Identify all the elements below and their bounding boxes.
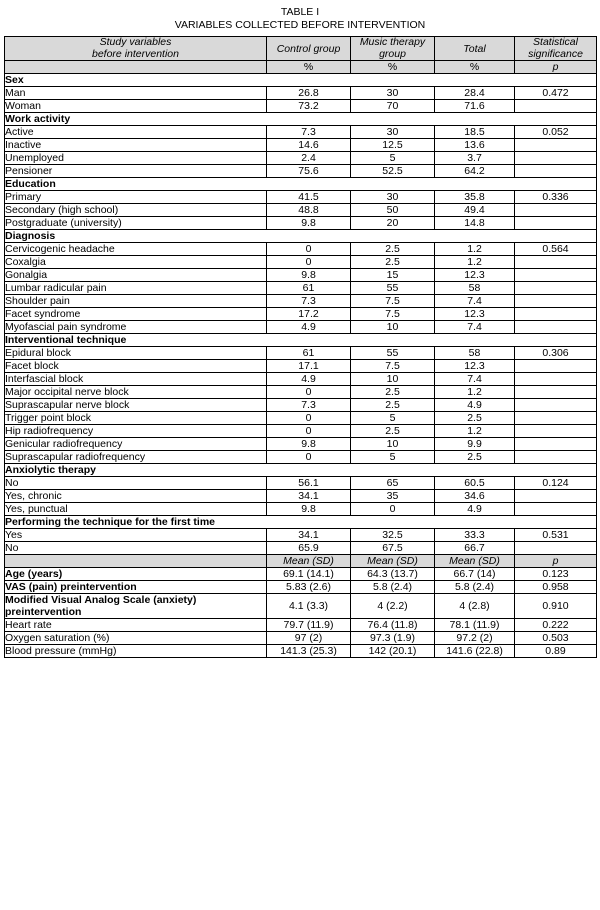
row-label: Trigger point block — [5, 412, 267, 425]
cell-music: 7.5 — [351, 360, 435, 373]
cell-total: 97.2 (2) — [435, 632, 515, 645]
cell-music: 2.5 — [351, 399, 435, 412]
cell-control: 0 — [267, 412, 351, 425]
cell-control: 5.83 (2.6) — [267, 581, 351, 594]
cell-total: 1.2 — [435, 243, 515, 256]
table-row — [5, 152, 597, 165]
row-label: Secondary (high school) — [5, 204, 267, 217]
table-number: TABLE I — [280, 6, 320, 18]
table-row — [5, 542, 597, 555]
table-row — [5, 360, 597, 373]
cell-total: 34.6 — [435, 490, 515, 503]
row-label: Suprascapular nerve block — [5, 399, 267, 412]
cell-music: 30 — [351, 191, 435, 204]
table-row — [5, 295, 597, 308]
header-signif-line1: Statistical — [533, 36, 578, 48]
table-row — [5, 529, 597, 542]
cell-p — [515, 165, 597, 178]
row-label: Facet block — [5, 360, 267, 373]
table-row — [5, 308, 597, 321]
table-row — [5, 191, 597, 204]
cell-total: 1.2 — [435, 425, 515, 438]
header-study-variables-line1: Study variables — [99, 36, 172, 48]
row-label: VAS (pain) preintervention — [5, 581, 267, 594]
cell-total: 4.9 — [435, 503, 515, 516]
cell-control: 56.1 — [267, 477, 351, 490]
cell-p — [515, 425, 597, 438]
row-label: Facet syndrome — [5, 308, 267, 321]
variables-table — [4, 36, 597, 658]
row-label: Heart rate — [5, 619, 267, 632]
cell-music: 5.8 (2.4) — [351, 581, 435, 594]
cell-total: 9.9 — [435, 438, 515, 451]
table-row — [5, 386, 597, 399]
cell-music: 15 — [351, 269, 435, 282]
cell-total: 58 — [435, 282, 515, 295]
section-title: Performing the technique for the first time — [5, 516, 597, 529]
table-row — [5, 321, 597, 334]
cell-p: 0.306 — [515, 347, 597, 360]
cell-music: 2.5 — [351, 386, 435, 399]
cell-p — [515, 360, 597, 373]
cell-control: 73.2 — [267, 100, 351, 113]
cell-p — [515, 100, 597, 113]
table-row — [5, 204, 597, 217]
section-header-row — [5, 464, 597, 477]
cell-music: 5 — [351, 451, 435, 464]
cell-p — [515, 412, 597, 425]
cell-control: 69.1 (14.1) — [267, 568, 351, 581]
section-header-row — [5, 516, 597, 529]
cell-total: 12.3 — [435, 360, 515, 373]
cell-p — [515, 269, 597, 282]
cell-p: 0.503 — [515, 632, 597, 645]
table-row — [5, 347, 597, 360]
cell-total: 7.4 — [435, 373, 515, 386]
mean-header-control: Mean (SD) — [267, 555, 351, 568]
header-study-variables-line2: before intervention — [92, 47, 179, 60]
header-music-therapy-group — [351, 37, 435, 61]
cell-music: 55 — [351, 282, 435, 295]
cell-total: 13.6 — [435, 139, 515, 152]
table-row — [5, 568, 597, 581]
cell-total: 58 — [435, 347, 515, 360]
cell-p: 0.531 — [515, 529, 597, 542]
cell-p — [515, 204, 597, 217]
table-caption: VARIABLES COLLECTED BEFORE INTERVENTION — [174, 19, 426, 31]
cell-p — [515, 282, 597, 295]
cell-music: 35 — [351, 490, 435, 503]
cell-control: 2.4 — [267, 152, 351, 165]
table-row — [5, 399, 597, 412]
cell-music: 10 — [351, 373, 435, 386]
mean-header-blank — [5, 555, 267, 568]
cell-music: 7.5 — [351, 308, 435, 321]
cell-music: 2.5 — [351, 256, 435, 269]
cell-music: 0 — [351, 503, 435, 516]
section-title: Sex — [5, 74, 597, 87]
cell-p — [515, 386, 597, 399]
table-row — [5, 139, 597, 152]
row-label: Oxygen saturation (%) — [5, 632, 267, 645]
cell-control: 0 — [267, 256, 351, 269]
cell-music: 76.4 (11.8) — [351, 619, 435, 632]
cell-p — [515, 308, 597, 321]
cell-p — [515, 399, 597, 412]
table-row — [5, 451, 597, 464]
cell-music: 5 — [351, 152, 435, 165]
table-row — [5, 165, 597, 178]
row-label: Man — [5, 87, 267, 100]
row-label: No — [5, 477, 267, 490]
table-row — [5, 87, 597, 100]
table-row — [5, 619, 597, 632]
cell-music: 20 — [351, 217, 435, 230]
cell-control: 0 — [267, 425, 351, 438]
table-title — [4, 6, 596, 32]
cell-control: 7.3 — [267, 126, 351, 139]
subheader-total-pct: % — [435, 61, 515, 74]
cell-control: 17.2 — [267, 308, 351, 321]
table-subheader-row — [5, 61, 597, 74]
header-total: Total — [435, 37, 515, 61]
table-row — [5, 100, 597, 113]
header-music-line1: Music therapy — [359, 36, 426, 48]
row-label: Age (years) — [5, 568, 267, 581]
cell-control: 141.3 (25.3) — [267, 645, 351, 658]
cell-total: 64.2 — [435, 165, 515, 178]
subheader-p: p — [515, 61, 597, 74]
cell-control: 4.1 (3.3) — [267, 594, 351, 619]
table-row — [5, 126, 597, 139]
cell-control: 61 — [267, 282, 351, 295]
subheader-music-pct: % — [351, 61, 435, 74]
cell-control: 34.1 — [267, 529, 351, 542]
cell-control: 61 — [267, 347, 351, 360]
cell-music: 142 (20.1) — [351, 645, 435, 658]
cell-total: 66.7 (14) — [435, 568, 515, 581]
row-label: Hip radiofrequency — [5, 425, 267, 438]
row-label: Interfascial block — [5, 373, 267, 386]
section-header-row — [5, 230, 597, 243]
cell-total: 71.6 — [435, 100, 515, 113]
header-signif-line2: significance — [528, 47, 583, 60]
mean-header-music: Mean (SD) — [351, 555, 435, 568]
cell-total: 60.5 — [435, 477, 515, 490]
cell-control: 0 — [267, 386, 351, 399]
section-header-row — [5, 334, 597, 347]
cell-total: 5.8 (2.4) — [435, 581, 515, 594]
cell-total: 7.4 — [435, 295, 515, 308]
cell-music: 67.5 — [351, 542, 435, 555]
cell-control: 9.8 — [267, 438, 351, 451]
row-label: Modified Visual Analog Scale (anxiety) preintervention — [5, 594, 267, 619]
mean-header-row — [5, 555, 597, 568]
cell-total: 141.6 (22.8) — [435, 645, 515, 658]
cell-p — [515, 217, 597, 230]
cell-control: 0 — [267, 243, 351, 256]
header-study-variables — [5, 37, 267, 61]
cell-music: 12.5 — [351, 139, 435, 152]
section-title: Education — [5, 178, 597, 191]
table-row — [5, 438, 597, 451]
cell-control: 26.8 — [267, 87, 351, 100]
cell-p — [515, 152, 597, 165]
row-label: Genicular radiofrequency — [5, 438, 267, 451]
cell-p: 0.910 — [515, 594, 597, 619]
row-label: Gonalgia — [5, 269, 267, 282]
cell-total: 4.9 — [435, 399, 515, 412]
cell-music: 65 — [351, 477, 435, 490]
cell-total: 18.5 — [435, 126, 515, 139]
subheader-control-pct: % — [267, 61, 351, 74]
cell-p — [515, 451, 597, 464]
cell-p — [515, 438, 597, 451]
cell-p: 0.123 — [515, 568, 597, 581]
row-label: Primary — [5, 191, 267, 204]
table-row — [5, 412, 597, 425]
subheader-blank — [5, 61, 267, 74]
mean-header-p: p — [515, 555, 597, 568]
cell-p — [515, 256, 597, 269]
table-row — [5, 373, 597, 386]
row-label: Yes — [5, 529, 267, 542]
cell-music: 55 — [351, 347, 435, 360]
header-music-line2: group — [379, 47, 406, 60]
cell-p: 0.124 — [515, 477, 597, 490]
table-row — [5, 594, 597, 619]
cell-p: 0.472 — [515, 87, 597, 100]
section-title: Diagnosis — [5, 230, 597, 243]
table-row — [5, 581, 597, 594]
cell-music: 97.3 (1.9) — [351, 632, 435, 645]
cell-total: 66.7 — [435, 542, 515, 555]
row-label: Myofascial pain syndrome — [5, 321, 267, 334]
cell-control: 14.6 — [267, 139, 351, 152]
table-header-row — [5, 37, 597, 61]
cell-p — [515, 139, 597, 152]
cell-total: 78.1 (11.9) — [435, 619, 515, 632]
cell-music: 2.5 — [351, 425, 435, 438]
cell-music: 32.5 — [351, 529, 435, 542]
cell-p — [515, 295, 597, 308]
cell-total: 4 (2.8) — [435, 594, 515, 619]
row-label: Shoulder pain — [5, 295, 267, 308]
row-label: Pensioner — [5, 165, 267, 178]
cell-p: 0.336 — [515, 191, 597, 204]
cell-p: 0.564 — [515, 243, 597, 256]
row-label: Lumbar radicular pain — [5, 282, 267, 295]
mean-header-total: Mean (SD) — [435, 555, 515, 568]
table-row — [5, 490, 597, 503]
table-row — [5, 243, 597, 256]
row-label: Yes, chronic — [5, 490, 267, 503]
cell-total: 1.2 — [435, 256, 515, 269]
table-row — [5, 632, 597, 645]
cell-music: 64.3 (13.7) — [351, 568, 435, 581]
section-header-row — [5, 74, 597, 87]
row-label: Blood pressure (mmHg) — [5, 645, 267, 658]
row-label: Woman — [5, 100, 267, 113]
cell-control: 41.5 — [267, 191, 351, 204]
table-row — [5, 256, 597, 269]
cell-p: 0.222 — [515, 619, 597, 632]
section-header-row — [5, 113, 597, 126]
row-label: Cervicogenic headache — [5, 243, 267, 256]
cell-control: 7.3 — [267, 399, 351, 412]
cell-control: 4.9 — [267, 373, 351, 386]
row-label: Postgraduate (university) — [5, 217, 267, 230]
cell-total: 28.4 — [435, 87, 515, 100]
cell-total: 12.3 — [435, 308, 515, 321]
cell-total: 49.4 — [435, 204, 515, 217]
table-row — [5, 477, 597, 490]
cell-music: 4 (2.2) — [351, 594, 435, 619]
row-label: Epidural block — [5, 347, 267, 360]
cell-p — [515, 373, 597, 386]
header-control-group: Control group — [267, 37, 351, 61]
section-title: Anxiolytic therapy — [5, 464, 597, 477]
table-row — [5, 503, 597, 516]
cell-total: 14.8 — [435, 217, 515, 230]
cell-p — [515, 321, 597, 334]
cell-total: 12.3 — [435, 269, 515, 282]
section-title: Interventional technique — [5, 334, 597, 347]
table-row — [5, 282, 597, 295]
cell-p: 0.89 — [515, 645, 597, 658]
cell-music: 30 — [351, 126, 435, 139]
cell-p — [515, 503, 597, 516]
cell-control: 75.6 — [267, 165, 351, 178]
section-header-row — [5, 178, 597, 191]
header-statistical-significance — [515, 37, 597, 61]
cell-control: 17.1 — [267, 360, 351, 373]
cell-total: 3.7 — [435, 152, 515, 165]
cell-p — [515, 490, 597, 503]
cell-music: 2.5 — [351, 243, 435, 256]
cell-total: 35.8 — [435, 191, 515, 204]
cell-total: 33.3 — [435, 529, 515, 542]
table-row — [5, 645, 597, 658]
cell-music: 50 — [351, 204, 435, 217]
row-label: Active — [5, 126, 267, 139]
cell-p: 0.052 — [515, 126, 597, 139]
cell-control: 79.7 (11.9) — [267, 619, 351, 632]
row-label: Major occipital nerve block — [5, 386, 267, 399]
section-title: Work activity — [5, 113, 597, 126]
cell-music: 10 — [351, 321, 435, 334]
row-label: Inactive — [5, 139, 267, 152]
row-label: Unemployed — [5, 152, 267, 165]
cell-music: 30 — [351, 87, 435, 100]
cell-total: 1.2 — [435, 386, 515, 399]
cell-control: 7.3 — [267, 295, 351, 308]
cell-music: 10 — [351, 438, 435, 451]
table-row — [5, 269, 597, 282]
cell-total: 2.5 — [435, 451, 515, 464]
cell-total: 7.4 — [435, 321, 515, 334]
cell-music: 52.5 — [351, 165, 435, 178]
cell-control: 9.8 — [267, 217, 351, 230]
row-label: Yes, punctual — [5, 503, 267, 516]
cell-control: 4.9 — [267, 321, 351, 334]
cell-control: 0 — [267, 451, 351, 464]
table-row — [5, 217, 597, 230]
table-row — [5, 425, 597, 438]
cell-music: 70 — [351, 100, 435, 113]
cell-control: 9.8 — [267, 503, 351, 516]
cell-control: 65.9 — [267, 542, 351, 555]
row-label: Coxalgia — [5, 256, 267, 269]
row-label: Suprascapular radiofrequency — [5, 451, 267, 464]
cell-p: 0.958 — [515, 581, 597, 594]
row-label: No — [5, 542, 267, 555]
cell-music: 7.5 — [351, 295, 435, 308]
cell-control: 9.8 — [267, 269, 351, 282]
cell-music: 5 — [351, 412, 435, 425]
cell-control: 48.8 — [267, 204, 351, 217]
cell-p — [515, 542, 597, 555]
cell-total: 2.5 — [435, 412, 515, 425]
cell-control: 34.1 — [267, 490, 351, 503]
cell-control: 97 (2) — [267, 632, 351, 645]
